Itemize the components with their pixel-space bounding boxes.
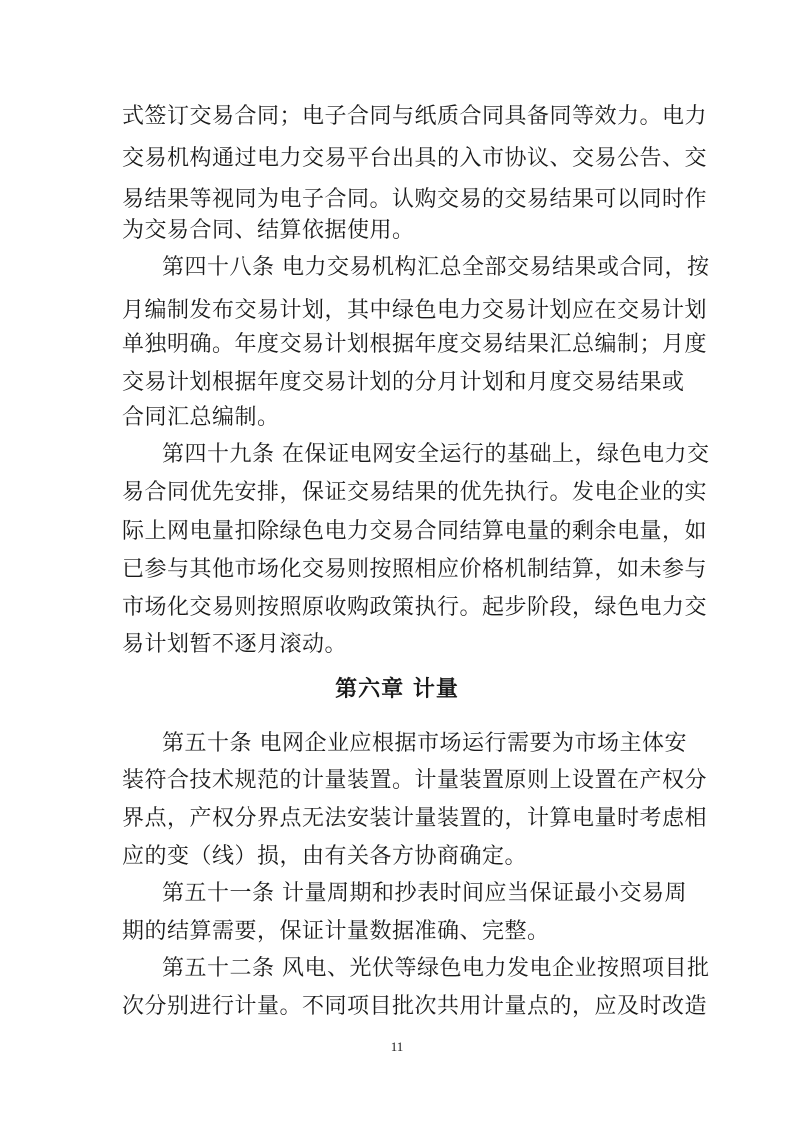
text-line: 为交易合同、结算依据使用。 [122, 218, 415, 243]
text-line: 期的结算需要，保证计量数据准确、完整。 [122, 919, 550, 944]
article-52-first-line: 第五十二条 风电、光伏等绿色电力发电企业按照项目批 [162, 956, 710, 981]
chapter-heading: 第六章 计量 [335, 677, 459, 702]
text-line: 次分别进行计量。不同项目批次共用计量点的，应及时改造 [122, 994, 708, 1019]
text-line: 合同汇总编制。 [122, 405, 280, 430]
text-line: 市场化交易则按照原收购政策执行。起步阶段，绿色电力交 [122, 595, 708, 620]
text-line: 易结果等视同为电子合同。认购交易的交易结果可以同时作 [122, 187, 708, 212]
text-line: 交易计划根据年度交易计划的分月计划和月度交易结果或 [122, 370, 685, 395]
text-line: 式签订交易合同；电子合同与纸质合同具备同等效力。电力 [122, 104, 708, 129]
text-line: 单独明确。年度交易计划根据年度交易结果汇总编制；月度 [122, 332, 708, 357]
text-line: 已参与其他市场化交易则按照相应价格机制结算，如未参与 [122, 557, 708, 582]
article-49-first-line: 第四十九条 在保证电网安全运行的基础上，绿色电力交 [162, 442, 710, 467]
text-line: 月编制发布交易计划，其中绿色电力交易计划应在交易计划 [122, 298, 708, 323]
text-line: 易合同优先安排，保证交易结果的优先执行。发电企业的实 [122, 480, 708, 505]
article-50-first-line: 第五十条 电网企业应根据市场运行需要为市场主体安 [162, 731, 687, 756]
text-line: 界点，产权分界点无法安装计量装置的，计算电量时考虑相 [122, 806, 708, 831]
text-line: 应的变（线）损，由有关各方协商确定。 [122, 844, 528, 869]
text-line: 装符合技术规范的计量装置。计量装置原则上设置在产权分 [122, 768, 708, 793]
text-line: 易计划暂不逐月滚动。 [122, 632, 348, 657]
text-line: 交易机构通过电力交易平台出具的入市协议、交易公告、交 [122, 146, 708, 171]
page-number: 11 [390, 1039, 404, 1054]
text-line: 际上网电量扣除绿色电力交易合同结算电量的剩余电量，如 [122, 519, 708, 544]
article-48-first-line: 第四十八条 电力交易机构汇总全部交易结果或合同，按 [162, 255, 710, 280]
article-51-first-line: 第五十一条 计量周期和抄表时间应当保证最小交易周 [162, 881, 687, 906]
